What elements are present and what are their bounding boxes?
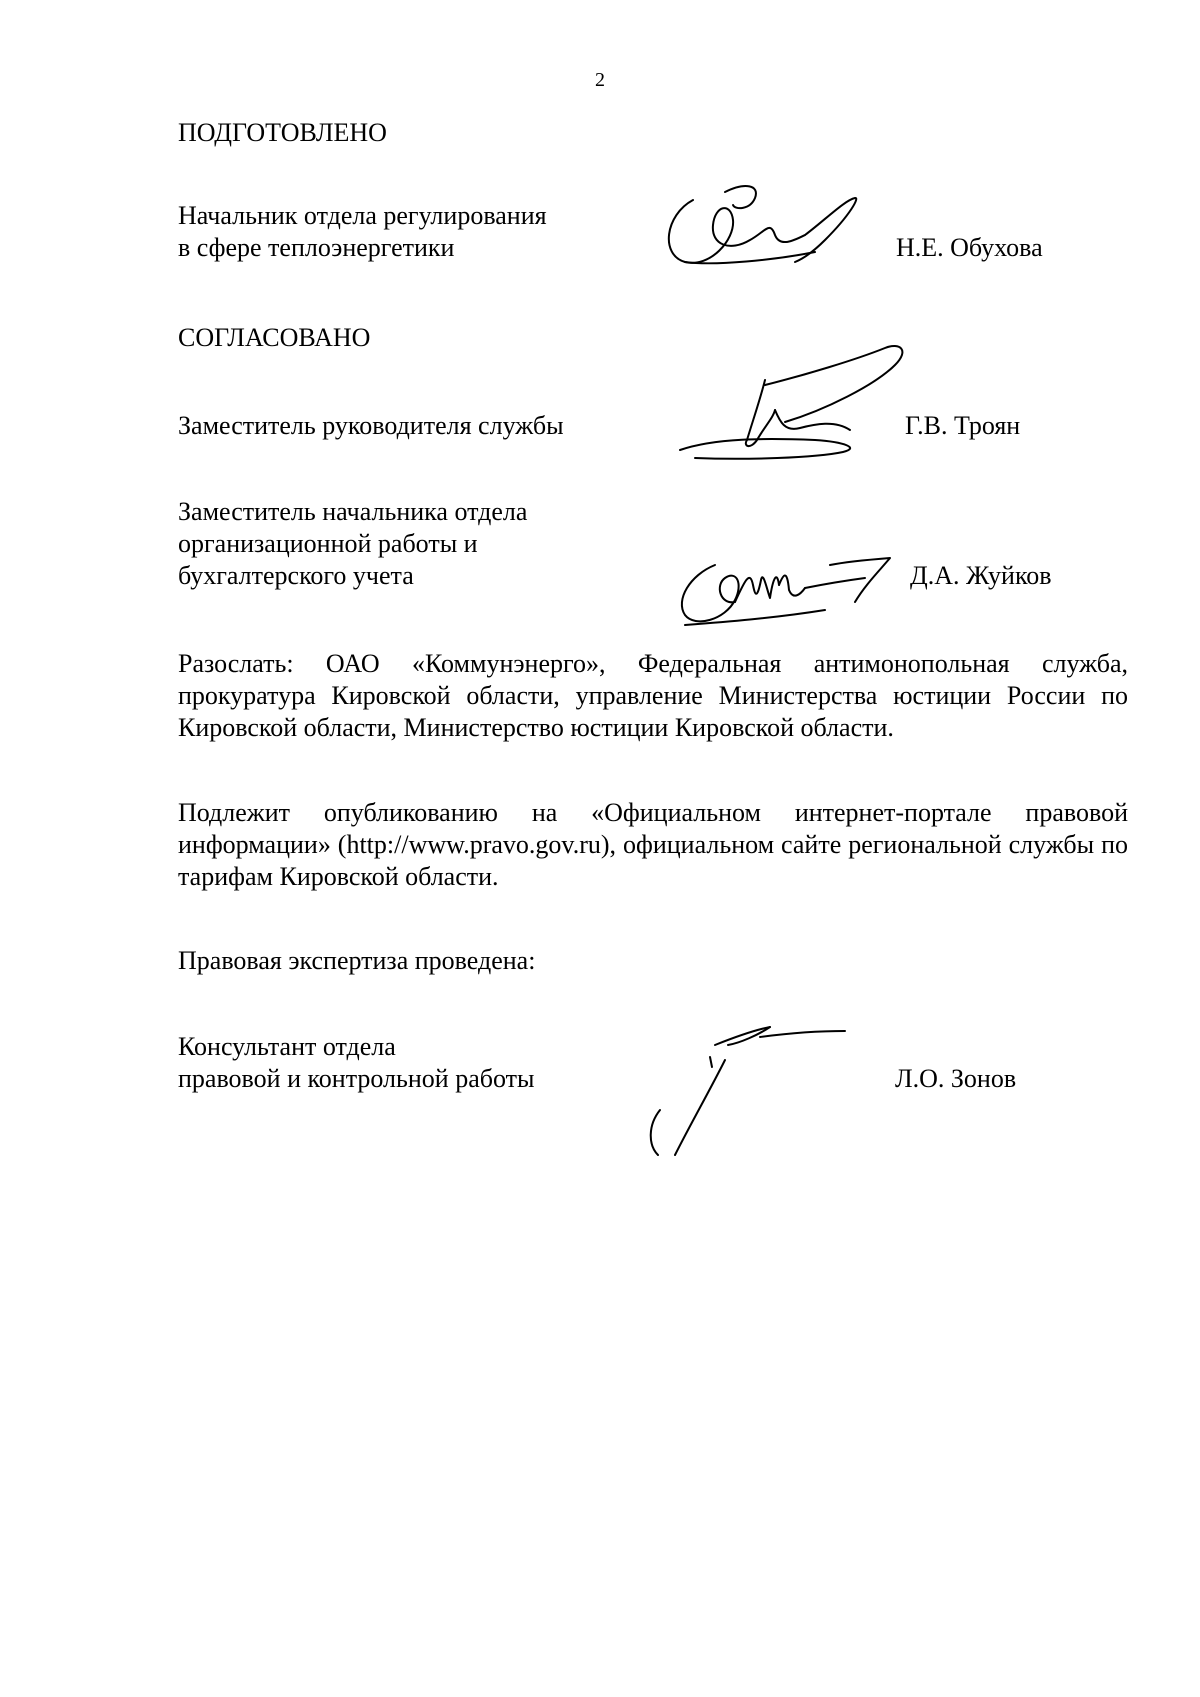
prepared-name: Н.Е. Обухова <box>896 233 1043 262</box>
legal-review-name: Л.О. Зонов <box>895 1064 1017 1093</box>
prepared-heading: ПОДГОТОВЛЕНО <box>178 118 387 147</box>
agreed-heading: СОГЛАСОВАНО <box>178 323 371 352</box>
page-number: 2 <box>595 69 605 91</box>
signature-zhuykov <box>665 540 905 635</box>
agreed-signer2-position-line3: бухгалтерского учета <box>178 561 414 590</box>
signature-obukhova <box>655 180 875 280</box>
agreed-signer1-position: Заместитель руководителя службы <box>178 411 564 440</box>
signature-zonov <box>630 1015 860 1165</box>
agreed-signer1-name: Г.В. Троян <box>905 411 1021 440</box>
signature-troyan <box>675 340 920 475</box>
legal-review-heading: Правовая экспертиза проведена: <box>178 946 536 975</box>
prepared-position-line1: Начальник отдела регулирования <box>178 201 547 230</box>
distribution-paragraph: Разослать: ОАО «Коммунэнерго», Федеральная антимонопольная служба, прокуратура Кировской области, управление Министерства юстиции России по Кировской области, Министерство юстиции Кировской области. <box>178 649 1128 742</box>
agreed-signer2-position-line1: Заместитель начальника отдела <box>178 497 528 526</box>
agreed-signer2-position-line2: организационной работы и <box>178 529 478 558</box>
legal-review-position-line1: Консультант отдела <box>178 1032 396 1061</box>
prepared-position-line2: в сфере теплоэнергетики <box>178 233 455 262</box>
agreed-signer2-name: Д.А. Жуйков <box>910 561 1052 590</box>
publication-paragraph: Подлежит опубликованию на «Официальном интернет-портале правовой информации» (http://www.pravo.gov.ru), официальном сайте региональной службы по тарифам Кировской области. <box>178 798 1128 891</box>
legal-review-position-line2: правовой и контрольной работы <box>178 1064 535 1093</box>
